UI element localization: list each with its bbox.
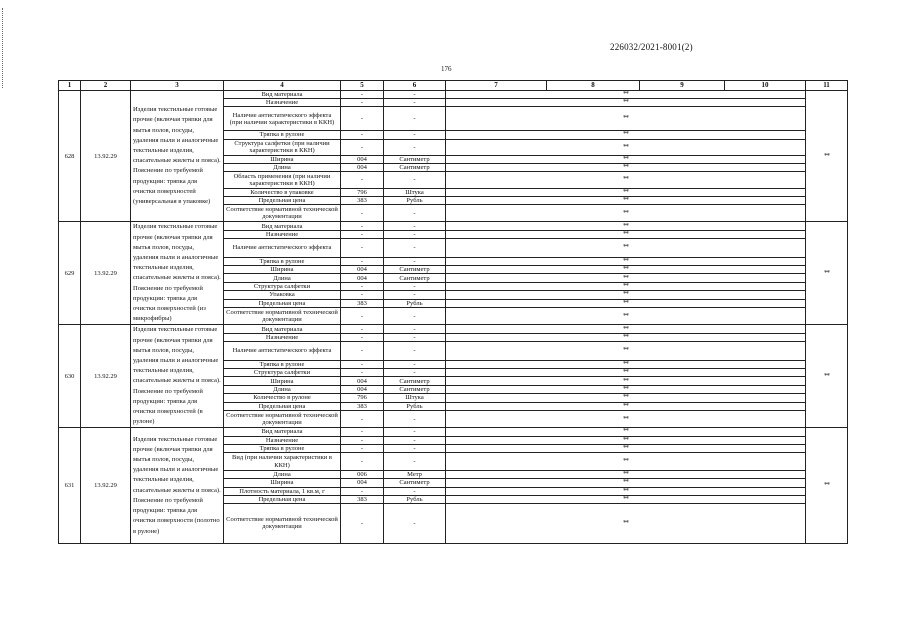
okei-code: - <box>341 307 384 324</box>
okei-code: 004 <box>341 163 384 171</box>
okei-code: - <box>341 222 384 230</box>
unit-name: - <box>384 239 446 257</box>
column-header: 1 <box>59 81 81 91</box>
document-number: 226032/2021-8001(2) <box>610 42 693 52</box>
characteristic-value: ** <box>446 131 806 139</box>
okei-code: - <box>341 131 384 139</box>
characteristic-value: ** <box>446 325 806 333</box>
okei-code: 006 <box>341 471 384 479</box>
characteristic-value: ** <box>446 444 806 452</box>
okpd2-code: 13.92.29 <box>81 428 131 543</box>
characteristic-name: Соответствие нормативной технической документации <box>224 411 341 428</box>
characteristic-name: Количество в упаковке <box>224 189 341 197</box>
product-description: Изделия текстильные готовые прочие (включая тряпки для мытья полов, посуды, удаления пыли и аналогичные текстильные изделия, спасательные жилеты и пояса). Пояснение по требуемой продукции: тряпка для очистки поверхностей (универсальная в упаковке) <box>131 91 224 222</box>
column-header: 4 <box>224 81 341 91</box>
characteristic-value: ** <box>446 205 806 222</box>
unit-name: - <box>384 325 446 333</box>
characteristic-value: ** <box>446 139 806 155</box>
unit-name: - <box>384 222 446 230</box>
characteristic-value: ** <box>446 107 806 131</box>
okei-code: - <box>341 369 384 377</box>
characteristic-value: ** <box>446 266 806 274</box>
table-header-row <box>59 81 848 91</box>
characteristic-name: Вид (при наличии характеристики в ККН) <box>224 453 341 471</box>
product-description: Изделия текстильные готовые прочие (включая тряпки для мытья полов, посуды, удаления пыли и аналогичные текстильные изделия, спасательные жилеты и пояса). Пояснение по требуемой продукции: тряпка для очистки поверхностей (в рулоне) <box>131 325 224 428</box>
characteristic-value: ** <box>446 291 806 299</box>
unit-name: - <box>384 342 446 360</box>
okei-code: 383 <box>341 197 384 205</box>
okei-code: 796 <box>341 189 384 197</box>
unit-name: Рубль <box>384 495 446 503</box>
table-row <box>59 91 848 99</box>
characteristic-value: ** <box>446 377 806 385</box>
unit-name: Метр <box>384 471 446 479</box>
unit-name: - <box>384 291 446 299</box>
characteristic-name: Соответствие нормативной технической документации <box>224 503 341 543</box>
characteristic-value: ** <box>446 230 806 238</box>
characteristic-name: Наличие антистатического эффекта <box>224 239 341 257</box>
unit-name: Сантиметр <box>384 274 446 282</box>
column-11-mark: ** <box>806 222 848 325</box>
characteristic-name: Длина <box>224 274 341 282</box>
characteristic-value: ** <box>446 471 806 479</box>
unit-name: - <box>384 487 446 495</box>
unit-name: - <box>384 428 446 436</box>
unit-name: Сантиметр <box>384 266 446 274</box>
column-header: 2 <box>81 81 131 91</box>
unit-name: - <box>384 139 446 155</box>
characteristic-name: Предельная цена <box>224 197 341 205</box>
okei-code: - <box>341 360 384 368</box>
column-header: 10 <box>725 81 806 91</box>
okei-code: - <box>341 342 384 360</box>
characteristic-name: Назначение <box>224 230 341 238</box>
requirements-table <box>58 80 848 544</box>
column-header: 8 <box>547 81 640 91</box>
characteristic-value: ** <box>446 394 806 402</box>
okei-code: - <box>341 444 384 452</box>
characteristic-value: ** <box>446 282 806 290</box>
okei-code: - <box>341 453 384 471</box>
unit-name: Штука <box>384 189 446 197</box>
okei-code: - <box>341 205 384 222</box>
okei-code: 004 <box>341 479 384 487</box>
characteristic-name: Структура салфетки <box>224 282 341 290</box>
unit-name: - <box>384 453 446 471</box>
characteristic-name: Ширина <box>224 266 341 274</box>
characteristic-name: Структура салфетки (при наличии характеристики в ККН) <box>224 139 341 155</box>
characteristic-name: Вид материала <box>224 222 341 230</box>
okei-code: - <box>341 325 384 333</box>
characteristic-name: Назначение <box>224 99 341 107</box>
characteristic-name: Предельная цена <box>224 299 341 307</box>
okei-code: - <box>341 333 384 341</box>
unit-name: - <box>384 205 446 222</box>
characteristic-name: Плотность материала, 1 кв.м, г <box>224 487 341 495</box>
unit-name: - <box>384 99 446 107</box>
characteristic-value: ** <box>446 428 806 436</box>
characteristic-value: ** <box>446 163 806 171</box>
okei-code: - <box>341 172 384 189</box>
unit-name: - <box>384 172 446 189</box>
unit-name: - <box>384 444 446 452</box>
unit-name: Сантиметр <box>384 155 446 163</box>
characteristic-name: Предельная цена <box>224 402 341 410</box>
characteristic-name: Количество в рулоне <box>224 394 341 402</box>
okei-code: - <box>341 291 384 299</box>
column-header: 7 <box>446 81 547 91</box>
okei-code: 004 <box>341 385 384 393</box>
characteristic-name: Наличие антистатического эффекта (при наличии характеристики в ККН) <box>224 107 341 131</box>
unit-name: Сантиметр <box>384 163 446 171</box>
unit-name: - <box>384 503 446 543</box>
okei-code: - <box>341 257 384 265</box>
unit-name: - <box>384 282 446 290</box>
characteristic-value: ** <box>446 360 806 368</box>
characteristic-value: ** <box>446 436 806 444</box>
table-row <box>59 428 848 436</box>
unit-name: - <box>384 230 446 238</box>
characteristic-value: ** <box>446 307 806 324</box>
characteristic-name: Структура салфетки <box>224 369 341 377</box>
unit-name: Сантиметр <box>384 377 446 385</box>
characteristic-value: ** <box>446 172 806 189</box>
characteristic-value: ** <box>446 495 806 503</box>
column-header: 6 <box>384 81 446 91</box>
characteristic-value: ** <box>446 453 806 471</box>
characteristic-value: ** <box>446 239 806 257</box>
unit-name: Сантиметр <box>384 479 446 487</box>
characteristic-value: ** <box>446 503 806 543</box>
characteristic-value: ** <box>446 197 806 205</box>
characteristic-name: Соответствие нормативной технической документации <box>224 307 341 324</box>
record-number: 629 <box>59 222 81 325</box>
okei-code: 383 <box>341 495 384 503</box>
characteristic-value: ** <box>446 369 806 377</box>
characteristic-name: Ширина <box>224 155 341 163</box>
characteristic-value: ** <box>446 411 806 428</box>
table-body <box>59 91 848 544</box>
column-header: 5 <box>341 81 384 91</box>
column-11-mark: ** <box>806 91 848 222</box>
okei-code: - <box>341 411 384 428</box>
characteristic-value: ** <box>446 402 806 410</box>
characteristic-name: Вид материала <box>224 428 341 436</box>
characteristic-value: ** <box>446 487 806 495</box>
characteristic-value: ** <box>446 99 806 107</box>
unit-name: Штука <box>384 394 446 402</box>
characteristic-name: Тряпка в рулоне <box>224 360 341 368</box>
record-number: 630 <box>59 325 81 428</box>
characteristic-name: Упаковка <box>224 291 341 299</box>
characteristic-name: Назначение <box>224 436 341 444</box>
characteristic-value: ** <box>446 91 806 99</box>
okei-code: - <box>341 230 384 238</box>
unit-name: Рубль <box>384 197 446 205</box>
characteristic-name: Область применения (при наличии характеристики в ККН) <box>224 172 341 189</box>
record-number: 631 <box>59 428 81 543</box>
characteristic-name: Ширина <box>224 377 341 385</box>
characteristic-name: Вид материала <box>224 325 341 333</box>
okei-code: - <box>341 107 384 131</box>
okei-code: 383 <box>341 402 384 410</box>
characteristic-value: ** <box>446 333 806 341</box>
characteristic-value: ** <box>446 189 806 197</box>
characteristic-value: ** <box>446 479 806 487</box>
okei-code: 383 <box>341 299 384 307</box>
product-description: Изделия текстильные готовые прочие (включая тряпки для мытья полов, посуды, удаления пыли и аналогичные текстильные изделия, спасательные жилеты и пояса). Пояснение по требуемой продукции: тряпка для очистки поверхностей (из микрофибры) <box>131 222 224 325</box>
characteristic-value: ** <box>446 385 806 393</box>
unit-name: Сантиметр <box>384 385 446 393</box>
product-description: Изделия текстильные готовые прочие (включая тряпки для мытья полов, посуды, удаления пыли и аналогичные текстильные изделия, спасательные жилеты и пояса). Пояснение по требуемой продукции: тряпка для очистки поверхности (полотно в рулоне) <box>131 428 224 543</box>
okei-code: 004 <box>341 155 384 163</box>
unit-name: - <box>384 257 446 265</box>
table-row <box>59 222 848 230</box>
okei-code: 004 <box>341 274 384 282</box>
okei-code: - <box>341 99 384 107</box>
page-number: 176 <box>441 65 452 73</box>
column-header: 11 <box>806 81 848 91</box>
characteristic-name: Вид материала <box>224 91 341 99</box>
unit-name: - <box>384 91 446 99</box>
characteristic-value: ** <box>446 257 806 265</box>
record-number: 628 <box>59 91 81 222</box>
okei-code: - <box>341 282 384 290</box>
unit-name: - <box>384 333 446 341</box>
characteristic-name: Длина <box>224 471 341 479</box>
unit-name: - <box>384 360 446 368</box>
characteristic-name: Ширина <box>224 479 341 487</box>
okpd2-code: 13.92.29 <box>81 91 131 222</box>
characteristic-name: Тряпка в рулоне <box>224 131 341 139</box>
okpd2-code: 13.92.29 <box>81 325 131 428</box>
okei-code: - <box>341 428 384 436</box>
okei-code: - <box>341 91 384 99</box>
unit-name: - <box>384 107 446 131</box>
characteristic-value: ** <box>446 299 806 307</box>
characteristic-value: ** <box>446 342 806 360</box>
unit-name: - <box>384 307 446 324</box>
okei-code: 004 <box>341 377 384 385</box>
column-header: 3 <box>131 81 224 91</box>
column-11-mark: ** <box>806 325 848 428</box>
column-header: 9 <box>640 81 725 91</box>
characteristic-name: Наличие антистатического эффекта <box>224 342 341 360</box>
okei-code: - <box>341 436 384 444</box>
okpd2-code: 13.92.29 <box>81 222 131 325</box>
column-11-mark: ** <box>806 428 848 543</box>
table-row <box>59 325 848 333</box>
unit-name: - <box>384 131 446 139</box>
okei-code: 796 <box>341 394 384 402</box>
characteristic-name: Длина <box>224 163 341 171</box>
unit-name: Рубль <box>384 299 446 307</box>
okei-code: - <box>341 487 384 495</box>
okei-code: - <box>341 239 384 257</box>
okei-code: 004 <box>341 266 384 274</box>
characteristic-name: Длина <box>224 385 341 393</box>
unit-name: Рубль <box>384 402 446 410</box>
characteristic-value: ** <box>446 222 806 230</box>
unit-name: - <box>384 436 446 444</box>
characteristic-name: Соответствие нормативной технической документации <box>224 205 341 222</box>
unit-name: - <box>384 411 446 428</box>
okei-code: - <box>341 139 384 155</box>
characteristic-value: ** <box>446 274 806 282</box>
characteristic-value: ** <box>446 155 806 163</box>
characteristic-name: Тряпка в рулоне <box>224 257 341 265</box>
characteristic-name: Тряпка в рулоне <box>224 444 341 452</box>
scan-edge-marks <box>2 8 7 88</box>
unit-name: - <box>384 369 446 377</box>
characteristic-name: Предельная цена <box>224 495 341 503</box>
okei-code: - <box>341 503 384 543</box>
characteristic-name: Назначение <box>224 333 341 341</box>
